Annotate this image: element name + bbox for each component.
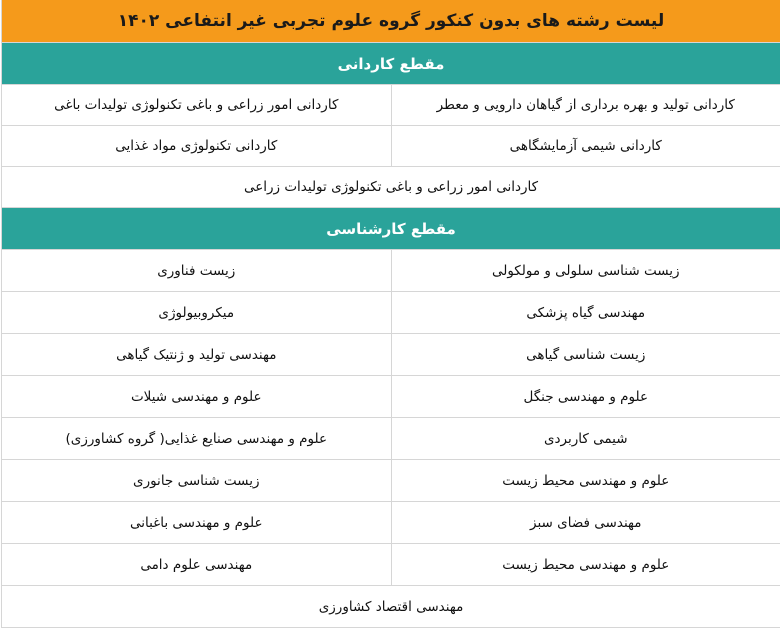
table-row: [2, 502, 780, 544]
table-row: [2, 376, 780, 418]
table-row: [2, 85, 780, 126]
table-title: لیست رشته های بدون کنکور گروه علوم تجربی غیر انتفاعی ۱۴۰۲: [2, 0, 780, 43]
section-header-bachelor: مقطع کارشناسی: [2, 208, 780, 250]
table-cell: کاردانی شیمی آزمایشگاهی: [392, 126, 780, 166]
table-cell: کاردانی تکنولوژی مواد غذایی: [2, 126, 392, 166]
table-cell: مهندسی گیاه پزشکی: [392, 292, 780, 333]
table-cell: میکروبیولوژی: [2, 292, 392, 333]
table-cell: زیست فناوری: [2, 250, 392, 291]
table-cell: علوم و مهندسی باغبانی: [2, 502, 392, 543]
table-cell: علوم و مهندسی جنگل: [392, 376, 780, 417]
table-cell: شیمی کاربردی: [392, 418, 780, 459]
table-cell: علوم و مهندسی شیلات: [2, 376, 392, 417]
table-row: [2, 250, 780, 292]
table-row: [2, 586, 780, 628]
majors-table: [1, 0, 780, 628]
table-cell: زیست شناسی گیاهی: [392, 334, 780, 375]
table-cell: کاردانی امور زراعی و باغی تکنولوژی تولیدات زراعی: [2, 167, 780, 207]
table-cell: مهندسی علوم دامی: [2, 544, 392, 585]
table-row: [2, 167, 780, 208]
table-cell: علوم و مهندسی صنایع غذایی( گروه کشاورزی): [2, 418, 392, 459]
table-cell: کاردانی تولید و بهره برداری از گیاهان دارویی و معطر: [392, 85, 780, 125]
table-row: [2, 460, 780, 502]
table-row: [2, 334, 780, 376]
section-header-associate: مقطع کاردانی: [2, 43, 780, 85]
table-row: [2, 292, 780, 334]
table-row: [2, 126, 780, 167]
table-cell: مهندسی اقتصاد کشاورزی: [2, 586, 780, 627]
table-cell: علوم و مهندسی محیط زیست: [392, 544, 780, 585]
table-cell: زیست شناسی جانوری: [2, 460, 392, 501]
table-cell: زیست شناسی سلولی و مولکولی: [392, 250, 780, 291]
table-cell: مهندسی فضای سبز: [392, 502, 780, 543]
table-cell: مهندسی تولید و ژنتیک گیاهی: [2, 334, 392, 375]
table-row: [2, 544, 780, 586]
table-cell: کاردانی امور زراعی و باغی تکنولوژی تولیدات باغی: [2, 85, 392, 125]
table-row: [2, 418, 780, 460]
table-cell: علوم و مهندسی محیط زیست: [392, 460, 780, 501]
